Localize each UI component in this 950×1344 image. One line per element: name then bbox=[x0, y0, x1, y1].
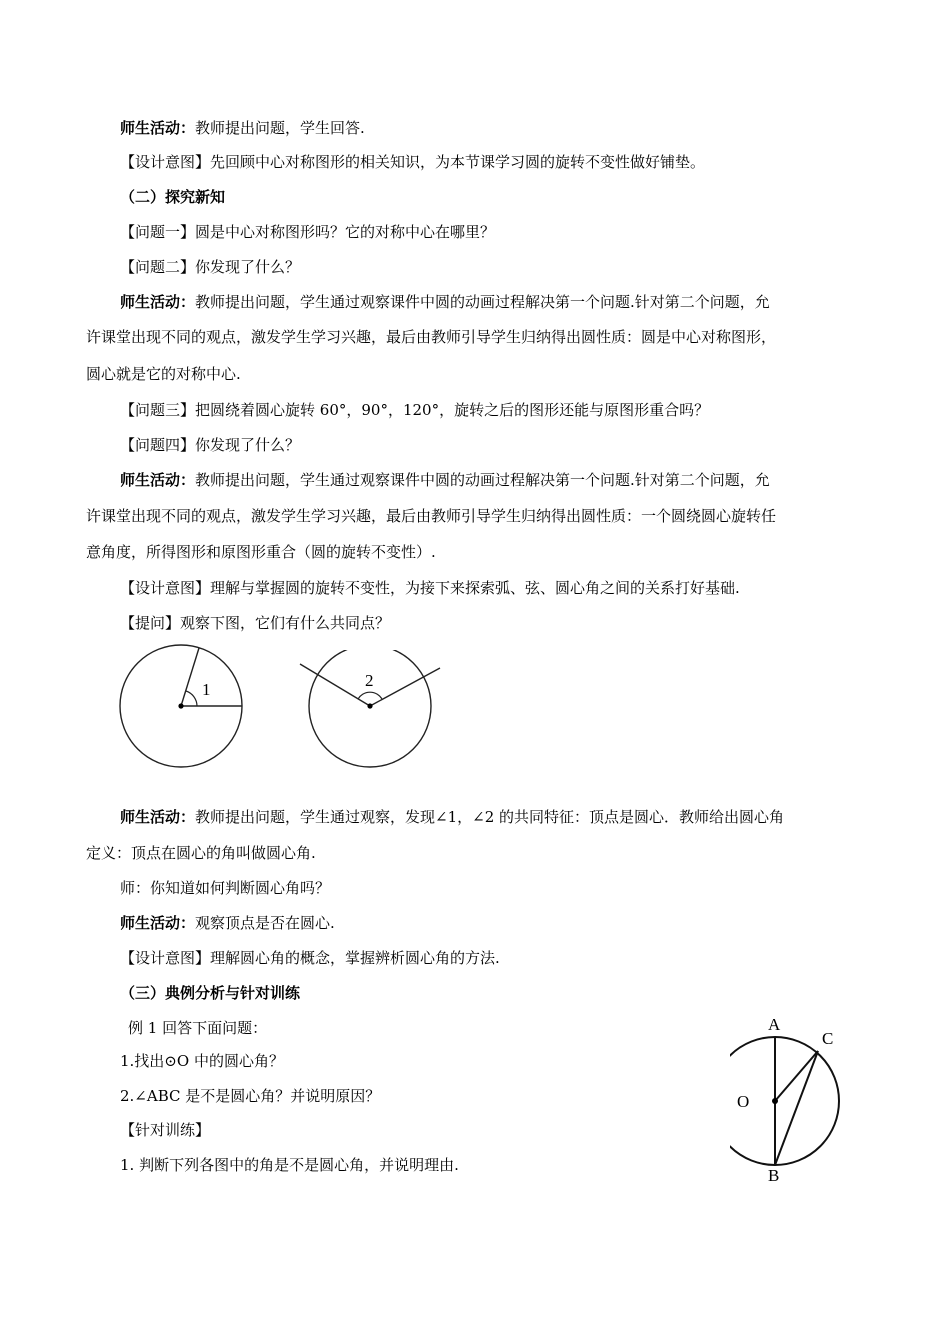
angle-arc-2 bbox=[358, 692, 382, 699]
activity-label: 师生活动： bbox=[120, 808, 196, 826]
example-1-title: 例 1 回答下面问题： bbox=[128, 1019, 268, 1037]
ray-left bbox=[300, 664, 370, 706]
training-question-1: 1. 判断下列各图中的角是不是圆心角，并说明理由. bbox=[120, 1156, 459, 1174]
activity-text: 教师提出问题，学生通过观察课件中圆的动画过程解决第一个问题.针对第二个问题，允 bbox=[195, 293, 770, 311]
point-label-c: C bbox=[822, 1029, 834, 1048]
question-two: 【问题二】你发现了什么？ bbox=[120, 258, 301, 276]
activity-text: 教师提出问题，学生通过观察课件中圆的动画过程解决第一个问题.针对第二个问题，允 bbox=[195, 471, 770, 489]
chord-bc bbox=[775, 1051, 818, 1165]
section-heading-examples: （三）典例分析与针对训练 bbox=[120, 984, 301, 1002]
activity-paragraph-4-line2: 定义：顶点在圆心的角叫做圆心角. bbox=[86, 844, 316, 862]
activity-paragraph-4-line1 bbox=[120, 807, 784, 827]
activity-paragraph-1 bbox=[120, 118, 365, 138]
figure-circle-abc bbox=[730, 1010, 850, 1190]
activity-paragraph-2-line1 bbox=[120, 292, 770, 312]
activity-paragraph-2-line3: 圆心就是它的对称中心. bbox=[86, 365, 241, 383]
activity-label: 师生活动： bbox=[120, 471, 196, 489]
activity-paragraph-3-line1 bbox=[120, 470, 770, 490]
teacher-question: 师：你知道如何判断圆心角吗？ bbox=[120, 879, 331, 897]
activity-paragraph-5 bbox=[120, 913, 335, 933]
angle-label-1: 1 bbox=[202, 680, 211, 699]
example-1-question-1: 1.找出⊙O 中的圆心角？ bbox=[120, 1052, 284, 1070]
activity-paragraph-3-line2: 许课堂出现不同的观点，激发学生学习兴趣，最后由教师引导学生归纳得出圆性质：一个圆绕圆心旋转任 bbox=[86, 507, 777, 525]
angle-label-2: 2 bbox=[365, 671, 374, 690]
question-four: 【问题四】你发现了什么？ bbox=[120, 436, 301, 454]
prompt-question: 【提问】观察下图，它们有什么共同点？ bbox=[120, 614, 391, 632]
activity-label: 师生活动： bbox=[120, 914, 196, 932]
activity-paragraph-2-line2: 许课堂出现不同的观点，激发学生学习兴趣，最后由教师引导学生归纳得出圆性质：圆是中心对称图形， bbox=[86, 328, 777, 346]
activity-paragraph-3-line3: 意角度，所得图形和原图形重合（圆的旋转不变性）. bbox=[86, 543, 436, 561]
radius-upper bbox=[181, 648, 199, 706]
activity-label: 师生活动： bbox=[120, 119, 196, 137]
figure-central-angle-1 bbox=[112, 640, 252, 775]
center-point bbox=[367, 703, 372, 708]
point-label-o: O bbox=[737, 1092, 750, 1111]
activity-text: 教师提出问题，学生通过观察，发现∠1，∠2 的共同特征：顶点是圆心．教师给出圆心角 bbox=[195, 808, 785, 826]
design-intent-1: 【设计意图】先回顾中心对称图形的相关知识，为本节课学习圆的旋转不变性做好铺垫。 bbox=[120, 153, 706, 171]
design-intent-3: 【设计意图】理解圆心角的概念，掌握辨析圆心角的方法. bbox=[120, 949, 500, 967]
design-intent-2: 【设计意图】理解与掌握圆的旋转不变性，为接下来探索弧、弦、圆心角之间的关系打好基础. bbox=[120, 579, 740, 597]
center-point bbox=[178, 703, 183, 708]
section-heading-explore: （二）探究新知 bbox=[120, 188, 226, 206]
activity-label: 师生活动： bbox=[120, 293, 196, 311]
ray-right bbox=[370, 668, 440, 706]
question-one: 【问题一】圆是中心对称图形吗？它的对称中心在哪里？ bbox=[120, 223, 496, 241]
point-label-a: A bbox=[768, 1015, 781, 1034]
activity-text: 观察顶点是否在圆心. bbox=[195, 914, 335, 932]
figure-central-angle-2 bbox=[292, 650, 447, 775]
center-o bbox=[772, 1098, 778, 1104]
activity-text: 教师提出问题，学生回答. bbox=[195, 119, 365, 137]
radius-oc bbox=[775, 1051, 818, 1101]
point-label-b: B bbox=[768, 1166, 780, 1185]
question-three: 【问题三】把圆绕着圆心旋转 60°，90°，120°，旋转之后的图形还能与原图形重合吗？ bbox=[120, 401, 710, 419]
training-heading: 【针对训练】 bbox=[120, 1121, 211, 1139]
angle-arc-1 bbox=[186, 691, 197, 706]
example-1-question-2: 2.∠ABC 是不是圆心角？并说明原因？ bbox=[120, 1087, 381, 1105]
